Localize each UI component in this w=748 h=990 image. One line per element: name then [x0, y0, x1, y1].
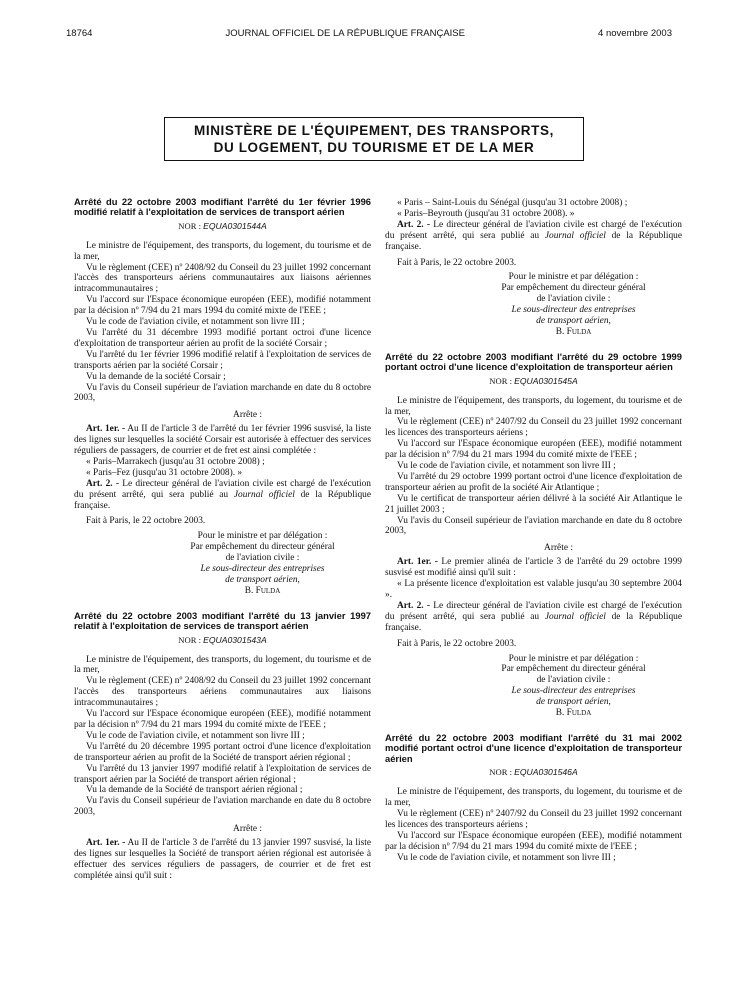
decree-title: Arrêté du 22 octobre 2003 modifiant l'arrêté du 31 mai 2002 modifié portant octroi d'une licence d'exploitation de transporteur aérien [385, 731, 682, 764]
signature-block: Pour le ministre et par délégation : Par empêchement du directeur général de l'aviation civile : Le sous-directeur des entreprises de transport aérien, B. Fulda [465, 654, 682, 719]
article-label: Art. 2. - [397, 600, 430, 611]
article-label: Art. 1er. - [86, 424, 126, 435]
decree-3 [385, 352, 682, 719]
visa: Vu le règlement (CEE) nº 2407/92 du Conseil du 23 juillet 1992 concernant les licences des transporteurs aériens ; [385, 808, 682, 830]
nor-reference: NOR : EQUA0301543A [178, 634, 267, 645]
arrete-heading: Arrête : [233, 410, 262, 421]
visa: Vu le code de l'aviation civile, et notamment son livre III ; [397, 852, 616, 863]
route-item: « Paris – Saint-Louis du Sénégal (jusqu'au 31 octobre 2008) ; [397, 198, 628, 208]
article-1: Art. 1er. - Le premier alinéa de l'article 3 de l'arrêté du 29 octobre 1999 susvisé est modifié ainsi qu'il suit : [385, 557, 682, 579]
preamble: Le ministre de l'équipement, des transports, du logement, du tourisme et de la mer, [385, 395, 682, 417]
visa: Vu le code de l'aviation civile, et notamment son livre III ; [397, 461, 616, 472]
visa: Vu l'accord sur l'Espace économique européen (EEE), modifié notamment par la décision nº 7/94 du 21 mars 1994 du comité mixte de l'EEE ; [74, 709, 371, 730]
decree-title: Arrêté du 22 octobre 2003 modifiant l'arrêté du 13 janvier 1997 relatif à l'exploitation de services de transport aérien [74, 609, 371, 632]
visa: Vu le code de l'aviation civile, et notamment son livre III ; [86, 317, 305, 328]
route-item: « Paris–Fez (jusqu'au 31 octobre 2008). » [86, 467, 243, 478]
decree-2 [74, 611, 371, 882]
article-label: Art. 2. - [397, 219, 430, 230]
visa: Vu le règlement (CEE) nº 2407/92 du Conseil du 23 juillet 1992 concernant les licences des transporteurs aériens ; [385, 417, 682, 439]
fait-line: Fait à Paris, le 22 octobre 2003. [397, 638, 517, 649]
visa: Vu l'arrêté du 1er février 1996 modifié relatif à l'exploitation de services de transports aérien par la société Corsair ; [74, 349, 371, 371]
article-label: Art. 1er. - [397, 557, 438, 568]
visa: Vu l'avis du Conseil supérieur de l'aviation marchande en date du 8 octobre 2003, [74, 796, 371, 818]
quoted-text: « La présente licence d'exploitation est valable jusqu'au 30 septembre 2004 ». [385, 579, 682, 600]
fait-line: Fait à Paris, le 22 octobre 2003. [86, 516, 206, 527]
visa: Vu l'arrêté du 29 octobre 1999 portant octroi d'une licence d'exploitation de transporteur aérien au profit de la société Air Atlantique ; [385, 471, 682, 493]
visa: Vu le certificat de transporteur aérien délivré à la société Air Atlantique le 21 juillet 2003 ; [385, 493, 682, 515]
visa: Vu l'accord sur l'Espace économique européen (EEE), modifié notamment par la décision nº 7/94 du 21 mars 1994 du comité mixte de l'EEE ; [385, 439, 682, 461]
visa: Vu l'avis du Conseil supérieur de l'aviation marchande en date du 8 octobre 2003, [385, 515, 682, 537]
visa: Vu la demande de la Société de transport aérien régional ; [86, 785, 303, 796]
route-item: « Paris–Beyrouth (jusqu'au 31 octobre 2008). » [397, 208, 575, 219]
left-column [74, 197, 371, 882]
signatory-name: B. Fulda [555, 326, 592, 337]
visa: Vu le règlement (CEE) nº 2408/92 du Conseil du 23 juillet 1992 concernant l'accès des transporteurs aériens communautaires aux liaisons aériennes intracommunautaires ; [74, 262, 371, 295]
nor-code: EQUA0301546A [514, 767, 578, 778]
preamble: Le ministre de l'équipement, des transports, du logement, du tourisme et de la mer, [74, 654, 371, 676]
article-label: Art. 2. - [86, 478, 119, 489]
article-1: Art. 1er. - Au II de l'article 3 de l'arrêté du 1er février 1996 susvisé, la liste des lignes sur lesquelles la société Corsair est autorisée à effectuer des services réguliers de passagers, de courrier et de fret est ainsi complétée : [74, 424, 372, 457]
journal-title: JOURNAL OFFICIEL DE LA RÉPUBLIQUE FRANÇAISE [225, 28, 465, 39]
nor-code: EQUA0301543A [203, 634, 267, 645]
ministry-line-2: DU LOGEMENT, DU TOURISME ET DE LA MER [213, 140, 535, 155]
decree-title: Arrêté du 22 octobre 2003 modifiant l'arrêté du 1er février 1996 modifié relatif à l'exploitation de services de transport aérien [74, 196, 371, 218]
visa: Vu l'accord sur l'Espace économique européen (EEE), modifié notamment par la décision nº 7/94 du 21 mars 1994 du comité mixte de l'EEE ; [385, 830, 682, 852]
article-2: Art. 2. - Le directeur général de l'aviation civile est chargé de l'exécution du présent arrêté, qui sera publié au Journal officiel de la République française. [385, 219, 682, 252]
signatory-name: B. Fulda [555, 708, 592, 719]
visa: Vu l'arrêté du 20 décembre 1995 portant octroi d'une licence d'exploitation de transporteur aérien au profit de la Société de transport aérien régional ; [74, 741, 371, 763]
signatory-name: B. Fulda [244, 585, 281, 596]
nor-reference: NOR : EQUA0301545A [489, 375, 578, 386]
running-header [66, 28, 672, 39]
decree-4 [385, 733, 682, 863]
ministry-line-1: MINISTÈRE DE L'ÉQUIPEMENT, DES TRANSPORTS, [194, 123, 554, 138]
arrete-heading: Arrête : [233, 824, 262, 835]
nor-reference: NOR : EQUA0301544A [178, 220, 267, 231]
arrete-heading: Arrête : [544, 543, 573, 554]
signature-block: Pour le ministre et par délégation : Par empêchement du directeur général de l'aviation civile : Le sous-directeur des entreprises de transport aérien, B. Fulda [154, 531, 371, 596]
article-2: Art. 2. - Le directeur général de l'aviation civile est chargé de l'exécution du présent arrêté, qui sera publié au Journal officiel de la République française. [74, 478, 371, 511]
decree-title: Arrêté du 22 octobre 2003 modifiant l'arrêté du 29 octobre 1999 portant octroi d'une licence d'exploitation de transporteur aérien [385, 350, 682, 373]
nor-code: EQUA0301545A [514, 375, 578, 386]
article-label: Art. 1er. - [86, 838, 126, 849]
visa: Vu le règlement (CEE) nº 2408/92 du Conseil du 23 juillet 1992 concernant l'accès des transporteurs aériens communautaires aux liaisons intracommunautaires ; [74, 676, 371, 709]
issue-date: 4 novembre 2003 [598, 28, 672, 39]
nor-code: EQUA0301544A [203, 220, 267, 231]
ministry-heading-box [164, 117, 584, 161]
article-2: Art. 2. - Le directeur général de l'aviation civile est chargé de l'exécution du présent arrêté, qui sera publié au Journal officiel de la République française. [385, 600, 682, 633]
visa: Vu l'arrêté du 13 janvier 1997 modifié relatif à l'exploitation de services de transport aérien par la Société de transport aérien régional ; [74, 763, 371, 785]
visa: Vu la demande de la société Corsair ; [86, 371, 226, 382]
signature-block: Pour le ministre et par délégation : Par empêchement du directeur général de l'aviation civile : Le sous-directeur des entreprises de transport aérien, B. Fulda [465, 272, 682, 337]
decree-1 [74, 197, 371, 597]
visa: Vu le code de l'aviation civile, et notamment son livre III ; [86, 730, 305, 741]
right-column [385, 198, 682, 863]
visa: Vu l'avis du Conseil supérieur de l'aviation marchande en date du 8 octobre 2003, [74, 382, 371, 404]
route-item: « Paris–Marrakech (jusqu'au 31 octobre 2008) ; [86, 456, 265, 467]
page-number: 18764 [66, 28, 93, 39]
decree-2-continued [385, 198, 682, 338]
nor-reference: NOR : EQUA0301546A [489, 767, 578, 778]
visa: Vu l'arrêté du 31 décembre 1993 modifié portant octroi d'une licence d'exploitation de transporteur aérien au profit de la société Corsair ; [74, 327, 371, 349]
visa: Vu l'accord sur l'Espace économique européen (EEE), modifié notamment par la décision nº 7/94 du 21 mars 1994 du comité mixte de l'EEE ; [74, 295, 371, 317]
article-1: Art. 1er. - Au II de l'article 3 de l'arrêté du 13 janvier 1997 susvisé, la liste des lignes sur lesquelles la Société de transport aérien régional est autorisée à effectuer des services réguliers de passagers, de courrier et de fret est complétée ainsi qu'il suit : [74, 838, 371, 881]
fait-line: Fait à Paris, le 22 octobre 2003. [397, 257, 517, 268]
preamble: Le ministre de l'équipement, des transports, du logement, du tourisme et de la mer, [385, 787, 682, 808]
preamble: Le ministre de l'équipement, des transports, du logement, du tourisme et de la mer, [74, 240, 371, 262]
